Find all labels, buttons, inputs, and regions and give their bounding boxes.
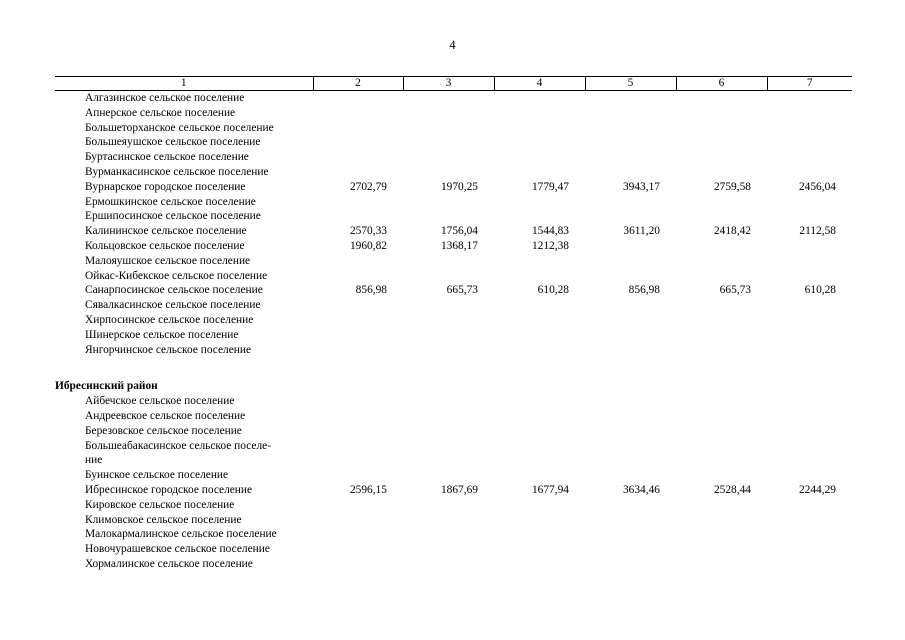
value-cell-col-7 (767, 121, 852, 136)
value-cell-col-2 (313, 91, 403, 106)
value-cell-col-6: 2528,44 (713, 483, 751, 496)
value-cell-col-6 (676, 239, 767, 254)
value-cell-col-2 (313, 542, 403, 557)
settlement-name: Хирпосинское сельское поселение (85, 313, 254, 326)
value-cell-col-5 (585, 498, 676, 513)
value-cell-col-2: 1960,82 (349, 239, 387, 252)
value-cell-col-2 (313, 439, 403, 454)
value-cell-col-7 (767, 195, 852, 210)
value-cell-col-6: 2759,58 (713, 180, 751, 193)
value-cell-col-7 (767, 513, 852, 528)
table-row (55, 527, 852, 542)
value-cell-col-6 (676, 313, 767, 328)
value-cell-col-2 (313, 150, 403, 165)
value-cell-col-2 (313, 254, 403, 269)
value-cell-col-3: 665,73 (446, 284, 478, 297)
settlement-name: Ершипосинское сельское поселение (85, 210, 261, 223)
table-row (55, 165, 852, 180)
value-cell-col-3 (403, 106, 494, 121)
value-cell-col-2: 856,98 (355, 284, 387, 297)
table-row (55, 135, 852, 150)
settlement-name: Сявалкасинское сельское поселение (85, 299, 261, 312)
settlement-name: Ермошкинское сельское поселение (85, 195, 256, 208)
value-cell-col-5 (585, 343, 676, 358)
table-row (55, 557, 852, 572)
value-cell-col-2 (313, 121, 403, 136)
value-cell-col-2 (313, 468, 403, 483)
value-cell-col-5 (585, 165, 676, 180)
value-cell-col-5 (585, 424, 676, 439)
value-cell-col-3 (403, 150, 494, 165)
table-row (55, 453, 852, 468)
value-cell-col-2 (313, 343, 403, 358)
value-cell-col-5 (585, 542, 676, 557)
value-cell-col-7 (767, 135, 852, 150)
settlement-name: Вурнарское городское поселение (85, 180, 246, 193)
value-cell-col-4 (494, 439, 585, 454)
value-cell-col-7 (767, 254, 852, 269)
value-cell-col-3 (403, 394, 494, 409)
value-cell-col-5 (585, 298, 676, 313)
table-row (55, 513, 852, 528)
table-row (55, 409, 852, 424)
value-cell-col-6 (676, 439, 767, 454)
value-cell-col-3 (403, 498, 494, 513)
value-cell-col-7 (767, 542, 852, 557)
value-cell-col-4 (494, 468, 585, 483)
value-cell-col-4 (494, 343, 585, 358)
settlement-name: Айбечское сельское поселение (85, 395, 235, 408)
value-cell-col-3 (403, 298, 494, 313)
value-cell-col-3 (403, 513, 494, 528)
value-cell-col-2 (313, 106, 403, 121)
table-row (55, 150, 852, 165)
value-cell-col-7 (767, 498, 852, 513)
column-header-5: 5 (585, 77, 676, 91)
value-cell-col-2 (313, 409, 403, 424)
settlement-name: ние (85, 454, 103, 467)
value-cell-col-4 (494, 557, 585, 572)
value-cell-col-6 (676, 513, 767, 528)
value-cell-col-4 (494, 150, 585, 165)
value-cell-col-5: 3611,20 (623, 225, 660, 238)
value-cell-col-5 (585, 209, 676, 224)
value-cell-col-5 (585, 527, 676, 542)
value-cell-col-7 (767, 527, 852, 542)
value-cell-col-6 (676, 165, 767, 180)
value-cell-col-4 (494, 453, 585, 468)
settlement-name: Андреевское сельское поселение (85, 409, 246, 422)
value-cell-col-7 (767, 313, 852, 328)
value-cell-col-3 (403, 409, 494, 424)
table-row (55, 239, 852, 254)
value-cell-col-7 (767, 424, 852, 439)
table-row (55, 254, 852, 269)
table-row (55, 283, 852, 298)
settlement-name: Калининское сельское поселение (85, 225, 247, 238)
settlement-name: Климовское сельское поселение (85, 513, 242, 526)
value-cell-col-6 (676, 394, 767, 409)
column-header-2: 2 (313, 77, 403, 91)
value-cell-col-3 (403, 424, 494, 439)
value-cell-col-7 (767, 343, 852, 358)
value-cell-col-4 (494, 135, 585, 150)
settlement-name: Большеабакасинское сельское поселе- (85, 439, 271, 452)
settlement-name: Хормалинское сельское поселение (85, 557, 253, 570)
value-cell-col-5 (585, 394, 676, 409)
value-cell-col-3 (403, 557, 494, 572)
value-cell-col-4 (494, 209, 585, 224)
value-cell-col-4 (494, 269, 585, 284)
table-row (55, 424, 852, 439)
value-cell-col-4 (494, 313, 585, 328)
value-cell-col-7 (767, 453, 852, 468)
value-cell-col-3 (403, 135, 494, 150)
value-cell-col-2 (313, 557, 403, 572)
table-row (55, 394, 852, 409)
settlement-name: Новочурашевское сельское поселение (85, 543, 270, 556)
value-cell-col-3 (403, 328, 494, 343)
value-cell-col-4 (494, 165, 585, 180)
column-header-3: 3 (403, 77, 494, 91)
table-row (55, 483, 852, 498)
value-cell-col-6 (676, 195, 767, 210)
settlement-name: Кольцовское сельское поселение (85, 239, 245, 252)
value-cell-col-2 (313, 135, 403, 150)
value-cell-col-4 (494, 394, 585, 409)
value-cell-col-3 (403, 254, 494, 269)
value-cell-col-3 (403, 209, 494, 224)
value-cell-col-4 (494, 121, 585, 136)
settlement-name: Малокармалинское сельское поселение (85, 528, 277, 541)
table-row (55, 313, 852, 328)
settlement-name: Малояушское сельское поселение (85, 254, 251, 267)
value-cell-col-5 (585, 239, 676, 254)
value-cell-col-6 (676, 328, 767, 343)
table-body (55, 91, 852, 572)
value-cell-col-3: 1867,69 (440, 483, 478, 496)
value-cell-col-7 (767, 409, 852, 424)
value-cell-col-3 (403, 468, 494, 483)
value-cell-col-6 (676, 121, 767, 136)
value-cell-col-6 (676, 498, 767, 513)
value-cell-col-3: 1368,17 (440, 239, 478, 252)
value-cell-col-2 (313, 498, 403, 513)
district-heading: Ибресинский район (55, 380, 158, 393)
value-cell-col-5 (585, 409, 676, 424)
value-cell-col-2 (313, 269, 403, 284)
settlement-name: Большеторханское сельское поселение (85, 121, 274, 134)
column-header-7: 7 (767, 77, 852, 91)
value-cell-col-7 (767, 468, 852, 483)
value-cell-col-2 (313, 513, 403, 528)
value-cell-col-6 (676, 453, 767, 468)
value-cell-col-3 (403, 195, 494, 210)
value-cell-col-5 (585, 254, 676, 269)
value-cell-col-3 (403, 343, 494, 358)
value-cell-col-7 (767, 298, 852, 313)
table-row (55, 121, 852, 136)
value-cell-col-2: 2596,15 (349, 483, 387, 496)
value-cell-col-6 (676, 106, 767, 121)
value-cell-col-5: 3943,17 (622, 180, 660, 193)
value-cell-col-3: 1970,25 (440, 180, 478, 193)
table-row (55, 298, 852, 313)
table-row (55, 91, 852, 106)
value-cell-col-3: 1756,04 (440, 225, 478, 238)
table-row (55, 498, 852, 513)
value-cell-col-2 (313, 328, 403, 343)
value-cell-col-6 (676, 409, 767, 424)
value-cell-col-4 (494, 409, 585, 424)
value-cell-col-5 (585, 91, 676, 106)
value-cell-col-6 (676, 254, 767, 269)
settlement-name: Буинское сельское поселение (85, 469, 229, 482)
settlement-name: Вурманкасинское сельское поселение (85, 165, 269, 178)
value-cell-col-7 (767, 269, 852, 284)
value-cell-col-5 (585, 269, 676, 284)
value-cell-col-3 (403, 269, 494, 284)
value-cell-col-5 (585, 150, 676, 165)
value-cell-col-5 (585, 453, 676, 468)
table-row (55, 180, 852, 195)
value-cell-col-4 (494, 498, 585, 513)
settlement-name: Ойкас-Кибекское сельское поселение (85, 269, 268, 282)
value-cell-col-4 (494, 254, 585, 269)
value-cell-col-2 (313, 453, 403, 468)
value-cell-col-2 (313, 313, 403, 328)
district-heading-row (55, 379, 852, 394)
value-cell-col-6 (676, 542, 767, 557)
value-cell-col-5: 856,98 (628, 284, 660, 297)
value-cell-col-4 (494, 542, 585, 557)
settlement-name: Алгазинское сельское поселение (85, 92, 245, 104)
value-cell-col-3 (403, 439, 494, 454)
settlement-name: Апнерское сельское поселение (85, 106, 236, 119)
table-row (55, 468, 852, 483)
table-row (55, 343, 852, 358)
value-cell-col-6 (676, 209, 767, 224)
value-cell-col-4 (494, 328, 585, 343)
value-cell-col-6 (676, 150, 767, 165)
value-cell-col-5 (585, 106, 676, 121)
value-cell-col-4 (494, 424, 585, 439)
value-cell-col-2 (313, 424, 403, 439)
value-cell-col-5 (585, 468, 676, 483)
value-cell-col-2: 2702,79 (349, 180, 387, 193)
value-cell-col-2: 2570,33 (349, 225, 387, 238)
value-cell-col-7 (767, 239, 852, 254)
value-cell-col-5 (585, 557, 676, 572)
value-cell-col-5 (585, 513, 676, 528)
value-cell-col-3 (403, 527, 494, 542)
value-cell-col-6 (676, 91, 767, 106)
settlement-name: Буртасинское сельское поселение (85, 151, 249, 164)
settlement-name: Большеяушское сельское поселение (85, 136, 261, 149)
value-cell-col-5 (585, 328, 676, 343)
value-cell-col-6 (676, 269, 767, 284)
value-cell-col-2 (313, 165, 403, 180)
value-cell-col-6 (676, 135, 767, 150)
value-cell-col-7 (767, 106, 852, 121)
spacer-cell (55, 357, 852, 379)
settlement-name: Янгорчинское сельское поселение (85, 343, 252, 356)
table-row (55, 224, 852, 239)
settlement-name: Кировское сельское поселение (85, 498, 235, 511)
value-cell-col-4: 610,28 (537, 284, 569, 297)
value-cell-col-3 (403, 165, 494, 180)
value-cell-col-4 (494, 91, 585, 106)
table-row (55, 106, 852, 121)
value-cell-col-6 (676, 298, 767, 313)
column-header-4: 4 (494, 77, 585, 91)
table-row (55, 439, 852, 454)
section-spacer (55, 357, 852, 379)
value-cell-col-4 (494, 527, 585, 542)
header-row (55, 77, 852, 91)
table-row (55, 269, 852, 284)
value-cell-col-7 (767, 328, 852, 343)
value-cell-col-3 (403, 313, 494, 328)
settlement-name: Ибресинское городское поселение (85, 483, 253, 496)
column-header-6: 6 (676, 77, 767, 91)
column-header-1: 1 (55, 77, 313, 91)
value-cell-col-7 (767, 394, 852, 409)
value-cell-col-7: 2456,04 (798, 180, 836, 193)
page-number: 4 (449, 38, 456, 52)
value-cell-col-5: 3634,46 (622, 483, 660, 496)
value-cell-col-6: 665,73 (719, 284, 751, 297)
value-cell-col-4: 1212,38 (531, 239, 569, 252)
value-cell-col-6 (676, 557, 767, 572)
value-cell-col-7 (767, 557, 852, 572)
value-cell-col-2 (313, 527, 403, 542)
value-cell-col-7: 610,28 (804, 284, 836, 297)
value-cell-col-7 (767, 209, 852, 224)
table-row (55, 209, 852, 224)
value-cell-col-4 (494, 195, 585, 210)
value-cell-col-7 (767, 91, 852, 106)
value-cell-col-3 (403, 121, 494, 136)
settlement-name: Санарпосинское сельское поселение (85, 284, 263, 297)
value-cell-col-4 (494, 298, 585, 313)
value-cell-col-2 (313, 298, 403, 313)
value-cell-col-4: 1544,83 (531, 225, 569, 238)
table-row (55, 542, 852, 557)
value-cell-col-7 (767, 150, 852, 165)
value-cell-col-3 (403, 91, 494, 106)
value-cell-col-6 (676, 527, 767, 542)
value-cell-col-2 (313, 195, 403, 210)
table-row (55, 328, 852, 343)
value-cell-col-5 (585, 439, 676, 454)
data-table (55, 76, 852, 572)
value-cell-col-6 (676, 343, 767, 358)
value-cell-col-4 (494, 513, 585, 528)
data-table-container (55, 76, 852, 572)
value-cell-col-7: 2244,29 (798, 483, 836, 496)
value-cell-col-6 (676, 468, 767, 483)
value-cell-col-2 (313, 209, 403, 224)
value-cell-col-6: 2418,42 (713, 225, 751, 238)
value-cell-col-6 (676, 424, 767, 439)
value-cell-col-7 (767, 165, 852, 180)
value-cell-col-7 (767, 439, 852, 454)
value-cell-col-3 (403, 453, 494, 468)
value-cell-col-4: 1677,94 (531, 483, 569, 496)
settlement-name: Березовское сельское поселение (85, 424, 242, 437)
value-cell-col-5 (585, 195, 676, 210)
value-cell-col-5 (585, 135, 676, 150)
value-cell-col-3 (403, 542, 494, 557)
value-cell-col-5 (585, 121, 676, 136)
value-cell-col-2 (313, 394, 403, 409)
value-cell-col-4: 1779,47 (531, 180, 569, 193)
settlement-name: Шинерское сельское поселение (85, 328, 239, 341)
value-cell-col-4 (494, 106, 585, 121)
value-cell-col-5 (585, 313, 676, 328)
value-cell-col-7: 2112,58 (799, 225, 836, 238)
table-row (55, 195, 852, 210)
